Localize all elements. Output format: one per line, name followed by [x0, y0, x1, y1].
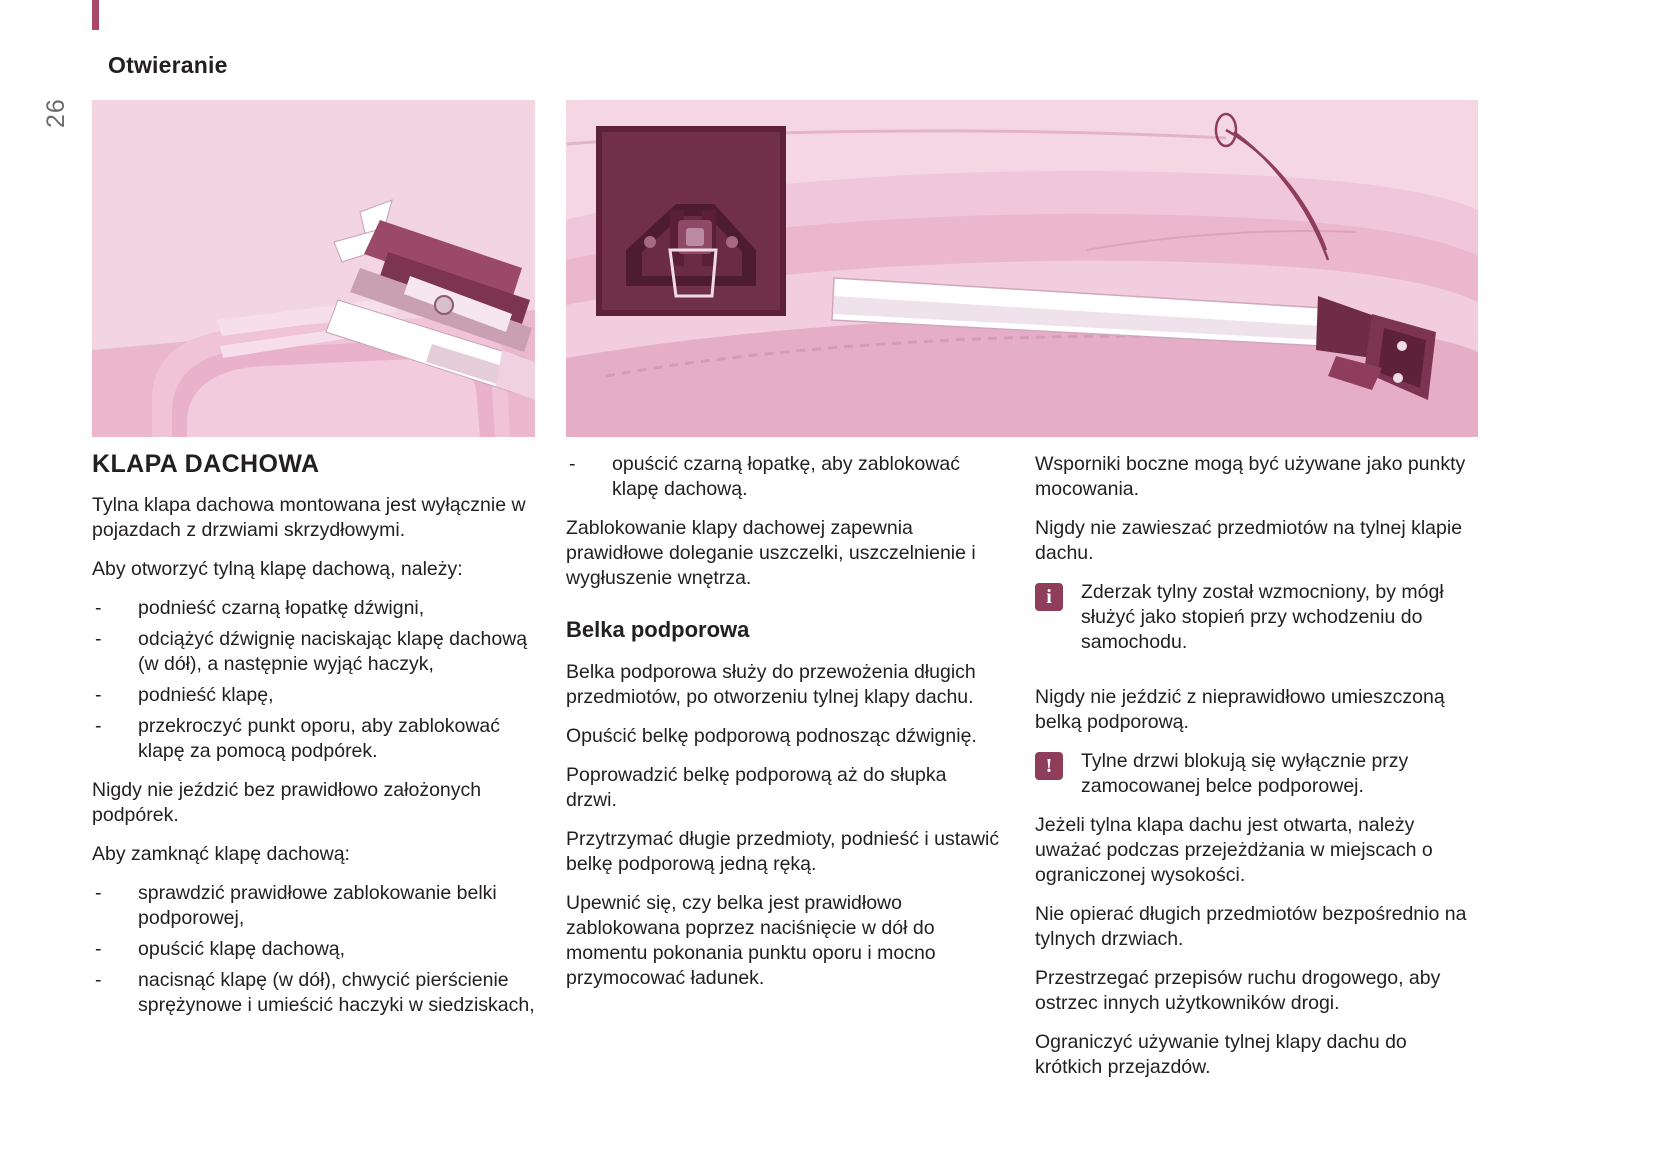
close-steps-list: [92, 881, 535, 1018]
info-icon: i: [1035, 583, 1063, 611]
list-item: - nacisnąć klapę (w dół), chwycić pierścienie sprężynowe i umieścić haczyki w siedziskach,: [92, 968, 535, 1018]
list-item: - podnieść klapę,: [92, 683, 535, 708]
roof-flap-lever-graphic: [92, 100, 535, 437]
list-item: - przekroczyć punkt oporu, aby zablokować klapę za pomocą podpórek.: [92, 714, 535, 764]
paragraph: Przytrzymać długie przedmioty, podnieść i ustawić belkę podporową jedną ręką.: [566, 828, 1000, 875]
list-item: - podnieść czarną łopatkę dźwigni,: [92, 596, 535, 621]
header-accent-bar: [92, 0, 99, 30]
list-item: - opuścić klapę dachową,: [92, 937, 535, 962]
list-item: - sprawdzić prawidłowe zablokowanie belki podporowej,: [92, 881, 535, 931]
warning-icon: !: [1035, 752, 1063, 780]
paragraph: Ograniczyć używanie tylnej klapy dachu do krótkich przejazdów.: [1035, 1031, 1407, 1078]
list-item: - opuścić czarną łopatkę, aby zablokować klapę dachową.: [566, 452, 1001, 502]
paragraph: Opuścić belkę podporową podnosząc dźwignię.: [566, 725, 977, 747]
paragraph: Poprowadzić belkę podporową aż do słupka drzwi.: [566, 764, 947, 811]
roof-flap-lever-illustration: [92, 100, 535, 437]
paragraph: Nigdy nie zawieszać przedmiotów na tylnej klapie dachu.: [1035, 517, 1463, 564]
text-column-2: [566, 452, 1001, 1005]
paragraph: Nie opierać długich przedmiotów bezpośrednio na tylnych drzwiach.: [1035, 903, 1467, 950]
paragraph: Zablokowanie klapy dachowej zapewnia prawidłowe doleganie uszczelki, uszczelnienie i wygłuszenie wnętrza.: [566, 517, 976, 589]
paragraph: Nigdy nie jeździć z nieprawidłowo umieszczoną belką podporową.: [1035, 686, 1445, 733]
warning-note-text: Tylne drzwi blokują się wyłącznie przy zamocowanej belce podporowej.: [1081, 750, 1409, 797]
warning-note: [1035, 749, 1478, 799]
page-title: Otwieranie: [108, 52, 228, 78]
open-steps-list: [92, 596, 535, 764]
paragraph: Wsporniki boczne mogą być używane jako punkty mocowania.: [1035, 453, 1466, 500]
info-note-text: Zderzak tylny został wzmocniony, by mógł służyć jako stopień przy wchodzeniu do samochodu.: [1081, 581, 1444, 653]
paragraph: Belka podporowa służy do przewożenia długich przedmiotów, po otworzeniu tylnej klapy dachu.: [566, 661, 976, 708]
support-beam-illustration: [566, 100, 1478, 437]
paragraph: Jeżeli tylna klapa dachu jest otwarta, należy uważać podczas przejeżdżania w miejscach o ograniczonej wysokości.: [1035, 814, 1433, 886]
text-column-1: [92, 452, 535, 1032]
paragraph: Nigdy nie jeździć bez prawidłowo założonych podpórek.: [92, 779, 482, 826]
page-number: 26: [42, 98, 70, 128]
list-item: - odciążyć dźwignię naciskając klapę dachową (w dół), a następnie wyjąć haczyk,: [92, 627, 535, 677]
subsection-title-support-beam: Belka podporowa: [566, 617, 750, 642]
info-note: [1035, 580, 1478, 655]
close-steps-list-continued: [566, 452, 1001, 502]
paragraph: Upewnić się, czy belka jest prawidłowo zablokowana poprzez naciśnięcie w dół do momentu pokonania punktu oporu i mocno przymocować ładunek.: [566, 892, 936, 989]
section-title-roof-flap: KLAPA DACHOWA: [92, 450, 320, 478]
paragraph: Przestrzegać przepisów ruchu drogowego, aby ostrzec innych użytkowników drogi.: [1035, 967, 1441, 1014]
paragraph: Tylna klapa dachowa montowana jest wyłącznie w pojazdach z drzwiami skrzydłowymi.: [92, 494, 526, 541]
paragraph: Aby zamknąć klapę dachową:: [92, 843, 350, 865]
text-column-3: [1035, 452, 1478, 1094]
paragraph: Aby otworzyć tylną klapę dachową, należy:: [92, 558, 463, 580]
support-beam-graphic: [566, 100, 1478, 437]
